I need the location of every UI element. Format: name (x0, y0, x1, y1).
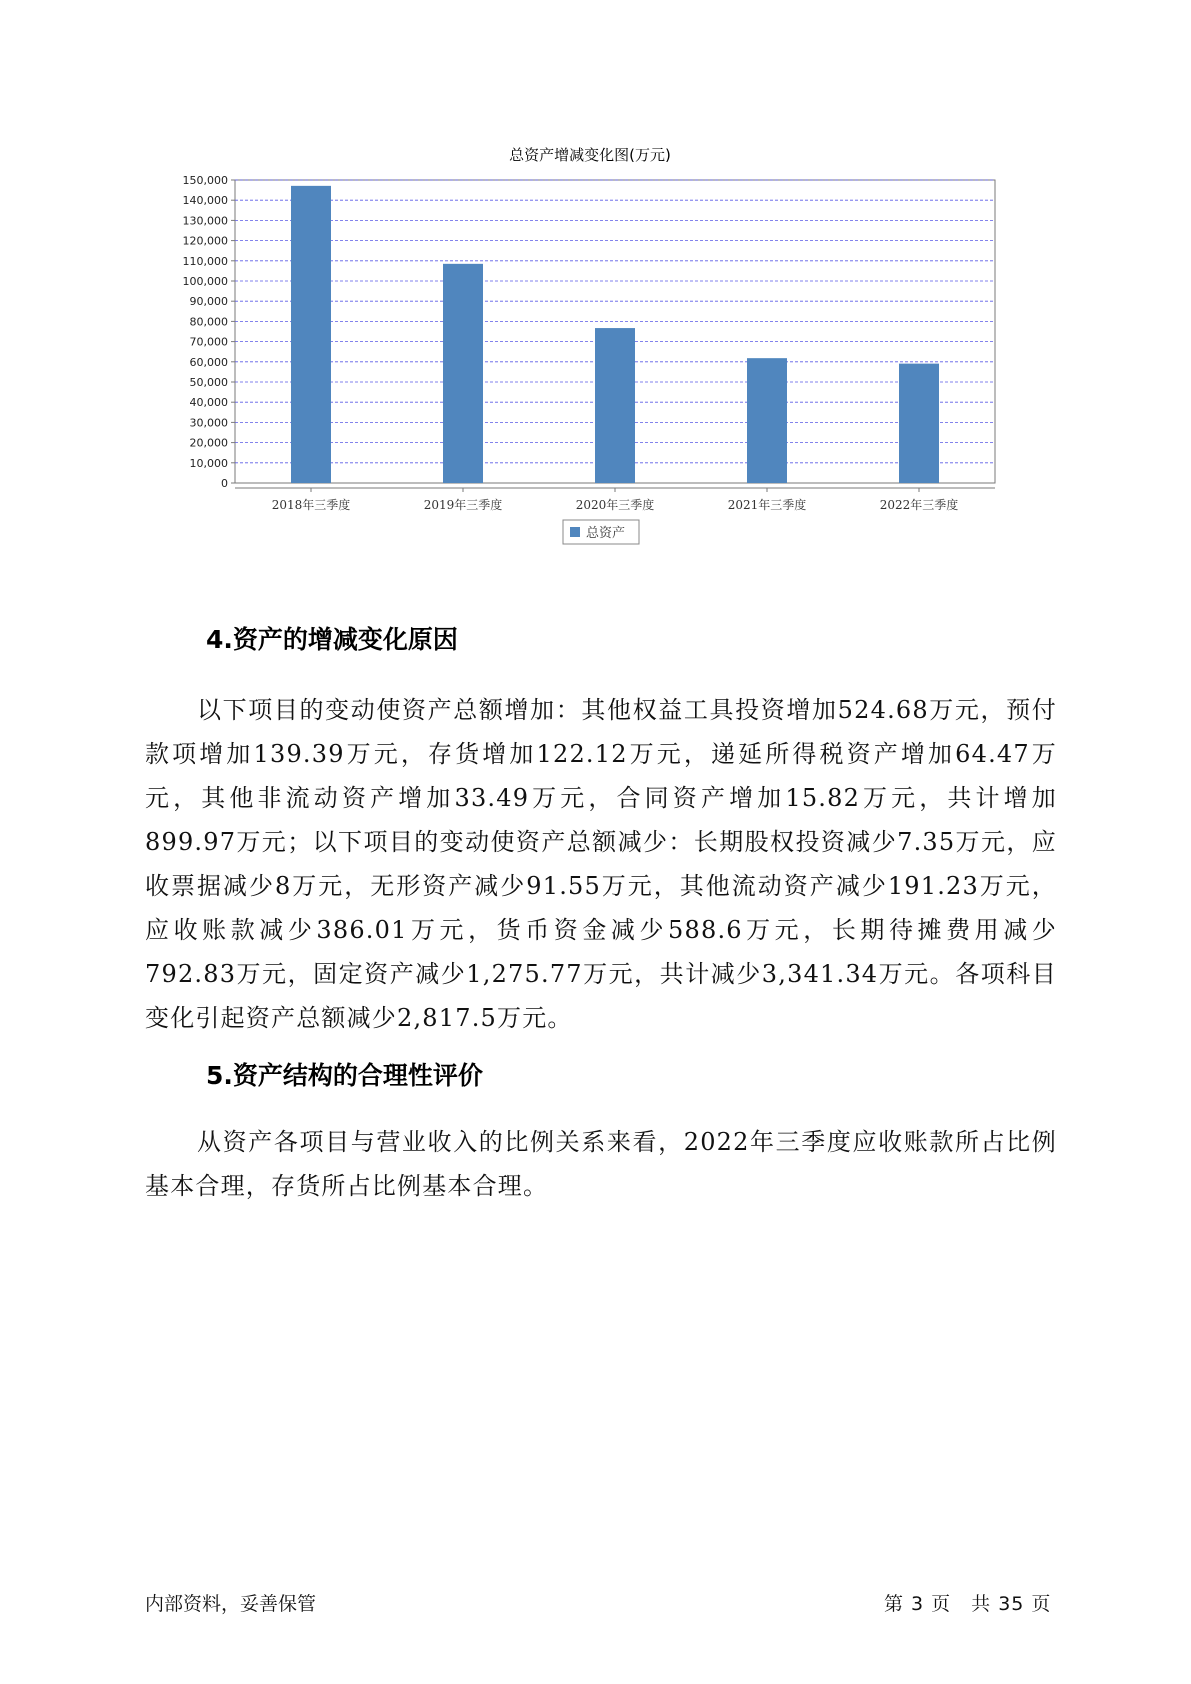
bar (899, 364, 939, 483)
legend-swatch (570, 527, 580, 537)
bar (291, 186, 331, 483)
y-tick-label: 40,000 (189, 396, 228, 410)
y-tick-label: 150,000 (182, 174, 228, 187)
y-tick-label: 130,000 (182, 214, 228, 228)
y-tick-label: 60,000 (189, 355, 228, 369)
section-5-heading: 5.资产结构的合理性评价 (206, 1061, 483, 1090)
total-assets-chart (150, 138, 1020, 598)
y-tick-label: 20,000 (189, 436, 228, 450)
legend-label: 总资产 (586, 526, 626, 541)
y-tick-label: 70,000 (189, 335, 228, 349)
bar (443, 264, 483, 483)
y-tick-label: 50,000 (189, 376, 228, 389)
footer-confidential-note: 内部资料，妥善保管 (145, 1593, 317, 1615)
y-tick-label: 90,000 (189, 295, 228, 309)
y-tick-label: 100,000 (182, 275, 228, 288)
y-tick-label: 110,000 (182, 254, 228, 268)
x-tick-label: 2019年三季度 (423, 498, 503, 512)
x-tick-label: 2021年三季度 (727, 498, 807, 512)
y-tick-label: 0 (221, 477, 228, 490)
y-tick-label: 10,000 (189, 456, 228, 470)
x-tick-label: 2018年三季度 (271, 498, 351, 512)
footer-page-number: 第 3 页 共 35 页 (884, 1593, 1052, 1615)
bar (595, 328, 635, 483)
x-tick-label: 2022年三季度 (879, 498, 959, 512)
x-tick-label: 2020年三季度 (575, 498, 655, 512)
chart-title: 总资产增减变化图(万元) (509, 146, 671, 164)
bar-chart-svg (150, 138, 1020, 598)
section-4-heading: 4.资产的增减变化原因 (206, 625, 458, 654)
y-tick-label: 80,000 (189, 315, 228, 329)
section-4-paragraph: 以下项目的变动使资产总额增加：其他权益工具投资增加524.68万元，预付款项增加139.39万元，存货增加122.12万元，递延所得税资产增加64.47万元，其他非流动资产增加33.49万元，合同资产增加15.82万元，共计增加899.97万元；以下项目的变动使资产总额减少：长期股权投资减少7.35万元，应收票据减少8万元，无形资产减少91.55万元，其他流动资产减少191.23万元，应收账款减少386.01万元，货币资金减少588.6万元，长期待摊费用减少792.83万元，固定资产减少1,275.77万元，共计减少3,341.34万元。各项科目变化引起资产总额减少2,817.5万元。 (145, 696, 1057, 1032)
chart-legend (563, 520, 639, 544)
y-tick-label: 140,000 (182, 194, 228, 208)
section-5-paragraph: 从资产各项目与营业收入的比例关系来看，2022年三季度应收账款所占比例基本合理，存货所占比例基本合理。 (145, 1128, 1057, 1200)
bar (747, 358, 787, 483)
y-tick-label: 30,000 (189, 416, 228, 430)
y-tick-label: 120,000 (182, 234, 228, 248)
